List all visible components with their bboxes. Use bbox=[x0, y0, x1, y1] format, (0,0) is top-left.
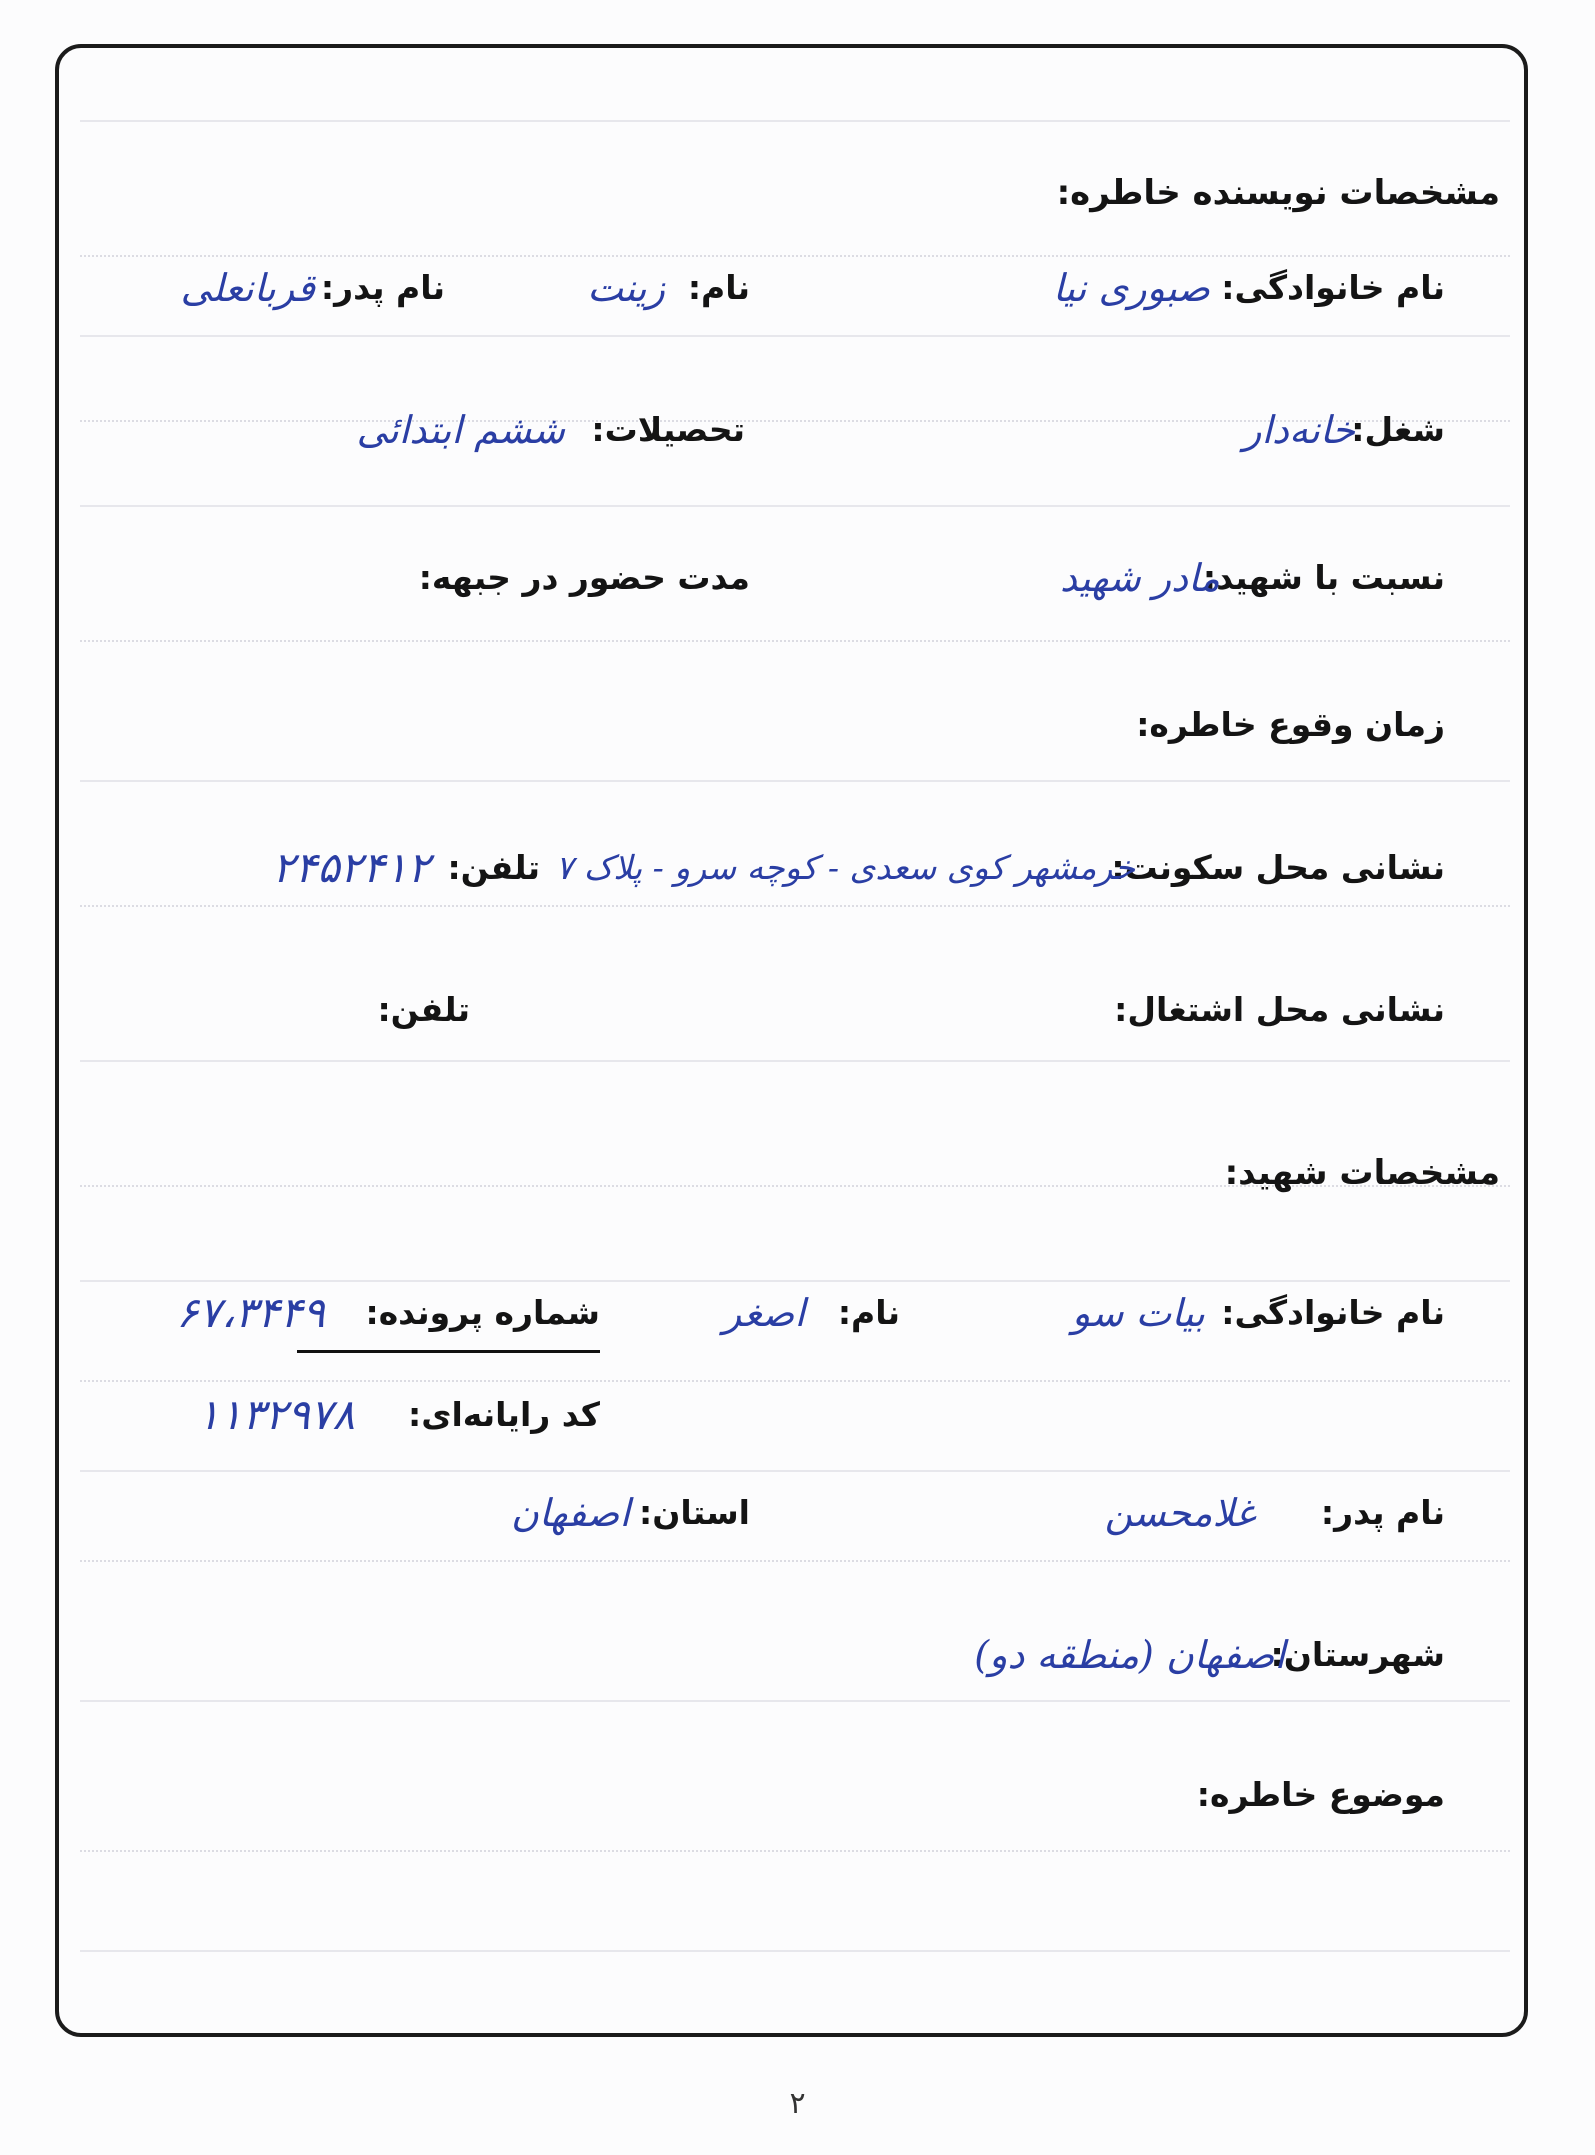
work-phone-label: تلفن: bbox=[377, 990, 470, 1029]
home-address-value[interactable]: خرمشهر کوی سعدی - کوچه سرو - پلاک ۷ bbox=[555, 848, 1135, 887]
city-row bbox=[0, 1625, 1595, 1685]
job-label: شغل: bbox=[1351, 410, 1445, 449]
front-duration-label: مدت حضور در جبهه: bbox=[418, 558, 750, 597]
home-address-label: نشانی محل سکونت: bbox=[1111, 848, 1445, 887]
writer-heading-row bbox=[0, 163, 1595, 223]
file-number-value[interactable]: ۶۷،۳۴۴۹ bbox=[176, 1288, 325, 1337]
martyr-heading: مشخصات شهید: bbox=[1224, 1153, 1500, 1193]
computer-code-value[interactable]: ۱۱۳۲۹۷۸ bbox=[197, 1390, 355, 1439]
work-address-row bbox=[0, 980, 1595, 1040]
martyr-name-label: نام: bbox=[837, 1293, 900, 1332]
relation-value[interactable]: مادر شهید bbox=[1059, 556, 1220, 600]
writer-name-row bbox=[0, 258, 1595, 318]
relation-row bbox=[0, 548, 1595, 608]
martyr-name-row bbox=[0, 1283, 1595, 1343]
father-name-label: نام پدر: bbox=[320, 268, 445, 307]
city-value[interactable]: اصفهان (منطقه دو) bbox=[974, 1633, 1285, 1677]
martyr-father-name-label: نام پدر: bbox=[1320, 1493, 1445, 1532]
education-label: تحصیلات: bbox=[591, 410, 745, 449]
martyr-family-name-value[interactable]: بیات سو bbox=[1072, 1291, 1205, 1335]
city-label: شهرستان: bbox=[1270, 1635, 1445, 1674]
home-phone-label: تلفن: bbox=[447, 848, 540, 887]
name-label: نام: bbox=[687, 268, 750, 307]
computer-code-row bbox=[0, 1385, 1595, 1445]
topic-row bbox=[0, 1765, 1595, 1825]
father-name-value[interactable]: قربانعلی bbox=[180, 266, 315, 310]
file-number-underline bbox=[297, 1350, 600, 1353]
computer-code-label: کد رایانه‌ای: bbox=[408, 1395, 600, 1434]
family-name-label: نام خانوادگی: bbox=[1221, 268, 1445, 307]
form-frame bbox=[55, 44, 1528, 2037]
education-value[interactable]: ششم ابتدائی bbox=[356, 408, 565, 452]
martyr-heading-row bbox=[0, 1143, 1595, 1203]
page-number: ۲ bbox=[789, 2086, 806, 2121]
martyr-father-row bbox=[0, 1483, 1595, 1543]
home-address-row bbox=[0, 838, 1595, 898]
province-label: استان: bbox=[639, 1493, 750, 1532]
work-address-label: نشانی محل اشتغال: bbox=[1114, 990, 1445, 1029]
memory-time-label: زمان وقوع خاطره: bbox=[1136, 705, 1445, 744]
name-value[interactable]: زینت bbox=[587, 266, 665, 310]
file-number-label: شماره پرونده: bbox=[365, 1293, 600, 1332]
job-row bbox=[0, 400, 1595, 460]
family-name-value[interactable]: صبوری نیا bbox=[1052, 266, 1210, 310]
memory-time-row bbox=[0, 695, 1595, 755]
martyr-family-name-label: نام خانوادگی: bbox=[1221, 1293, 1445, 1332]
martyr-name-value[interactable]: اصغر bbox=[722, 1291, 805, 1335]
job-value[interactable]: خانه‌دار bbox=[1243, 408, 1355, 452]
province-value[interactable]: اصفهان bbox=[510, 1491, 630, 1535]
martyr-father-name-value[interactable]: غلامحسن bbox=[1104, 1491, 1255, 1535]
writer-heading: مشخصات نویسنده خاطره: bbox=[1056, 173, 1500, 213]
topic-label: موضوع خاطره: bbox=[1196, 1775, 1445, 1814]
home-phone-value[interactable]: ۲۴۵۲۴۱۲ bbox=[272, 843, 430, 892]
relation-label: نسبت با شهید: bbox=[1202, 558, 1445, 597]
